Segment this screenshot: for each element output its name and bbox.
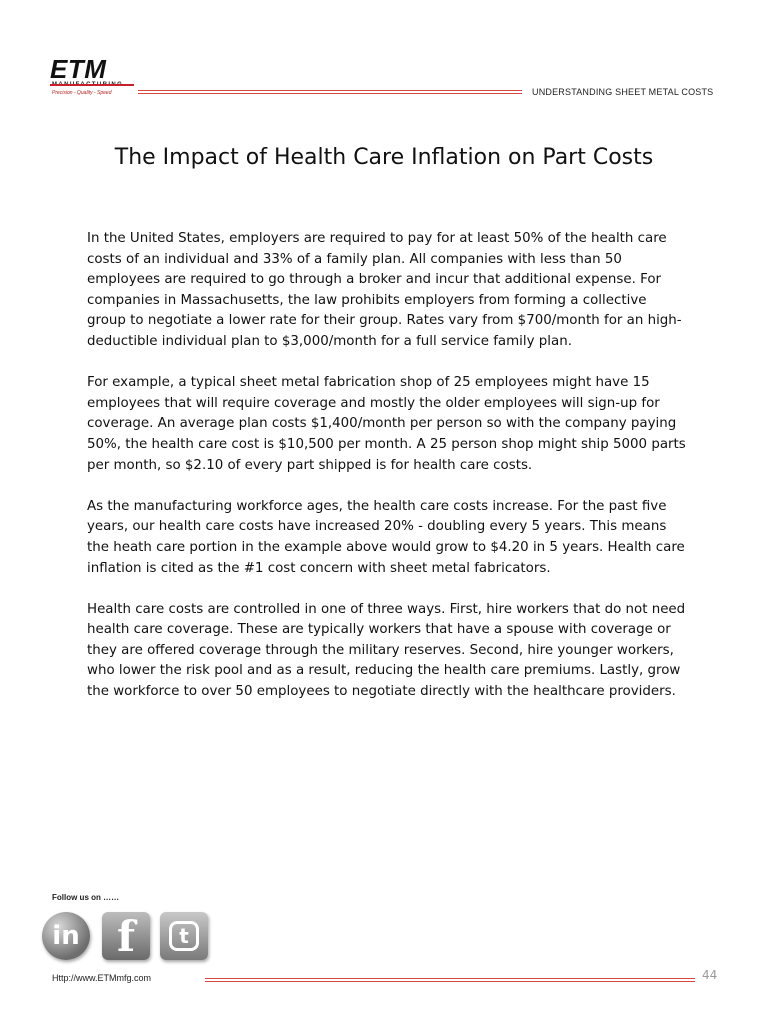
footer-divider — [205, 978, 695, 982]
etm-logo — [50, 56, 138, 108]
linkedin-glyph: in — [52, 921, 80, 951]
logo-tagline: Precision - Quality - Speed — [52, 90, 112, 96]
logo-brand: ETM — [50, 54, 107, 84]
website-url[interactable]: Http://www.ETMmfg.com — [52, 973, 152, 983]
paragraph-1: In the United States, employers are required to pay for at least 50% of the health care costs of an individual and 33% of a family plan. All companies with less than 50 employees are required to go through a broker and incur that additional expense. For companies in Massachusetts, the law prohibits employers from forming a collective group to negotiate a lower rate for their group. Rates vary from $700/month for an high-deductible individual plan to $3,000/month for a full service family plan. — [87, 231, 682, 349]
twitter-glyph-frame — [169, 921, 199, 951]
twitter-glyph: t — [179, 924, 189, 948]
facebook-glyph: f — [116, 911, 136, 961]
follow-us-label: Follow us on …… — [52, 893, 120, 902]
page-number: 44 — [702, 968, 718, 982]
twitter-icon[interactable] — [160, 912, 208, 960]
paragraph-2: For example, a typical sheet metal fabrication shop of 25 employees might have 15 employees that will require coverage and mostly the older employees will sign-up for coverage. An average plan costs $1,400/month per person so with the company paying 50%, the health care cost is $10,500 per month. A 25 person shop might ship 5000 parts per month, so $2.10 of every part shipped is for health care costs. — [87, 375, 686, 473]
header-divider — [138, 90, 522, 94]
article-body — [87, 229, 687, 723]
page-title: The Impact of Health Care Inflation on Part Costs — [114, 145, 654, 170]
running-header: UNDERSTANDING SHEET METAL COSTS — [532, 87, 714, 97]
paragraph-4: Health care costs are controlled in one of three ways. First, hire workers that do not need health care coverage. These are typically workers that have a spouse with coverage or they are offered coverage through the military reserves. Second, hire younger workers, who lower the risk pool and as a result, reducing the health care premiums. Lastly, grow the workforce to over 50 employees to negotiate directly with the healthcare providers. — [87, 601, 686, 700]
logo-red-bar — [50, 84, 134, 86]
linkedin-icon[interactable] — [42, 912, 90, 960]
facebook-icon[interactable] — [102, 912, 150, 960]
paragraph-3: As the manufacturing workforce ages, the health care costs increase. For the past five years, our health care costs have increased 20% - doubling every 5 years. This means the heath care portion in the example above would grow to $4.20 in 5 years. Health care inflation is cited as the #1 cost concern with sheet metal fabricators. — [87, 498, 685, 576]
